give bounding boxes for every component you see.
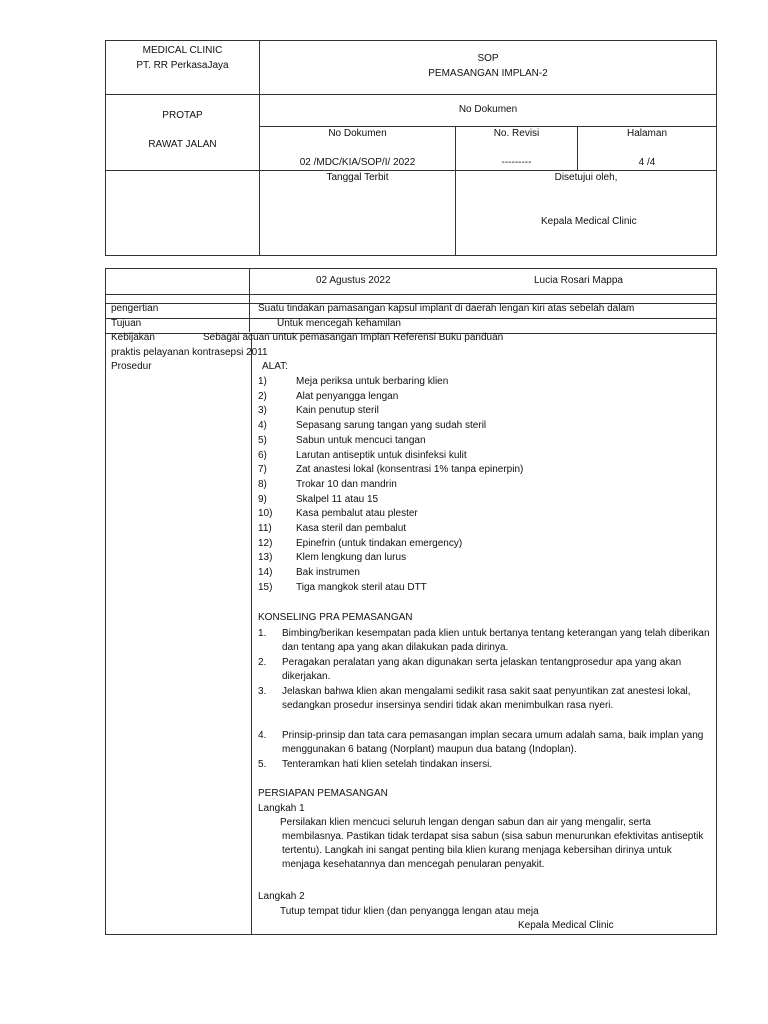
list-item-number: 2. — [258, 657, 267, 668]
clinic-name: MEDICAL CLINIC — [142, 45, 223, 56]
konseling-title: KONSELING PRA PEMASANGAN — [258, 612, 413, 623]
list-item: Bimbing/berikan kesempatan pada klien untuk bertanya tentang keterangan yang telah diberikan dan tentang apa yang akan dilakukan pada dirinya. — [282, 628, 710, 653]
tujuan-label: Tujuan — [111, 318, 142, 329]
disetujui-oleh-label: Disetujui oleh, — [554, 172, 618, 183]
kebijakan-text-line2: praktis pelayanan kontrasepsi 2011 — [111, 347, 268, 358]
col-halaman: Halaman — [626, 128, 668, 139]
list-item: Jelaskan bahwa klien akan mengalami sedikit rasa sakit saat penyuntikan zat anestesi lokal, sedangkan prosedur insersinya sendiri tidak akan menimbulkan rasa nyeri. — [282, 686, 691, 711]
langkah1-title: Langkah 1 — [258, 803, 305, 814]
pengertian-text: Suatu tindakan pamasangan kapsul implant di daerah lengan kiri atas sebelah dalam — [258, 303, 635, 314]
persiapan-title: PERSIAPAN PEMASANGAN — [258, 788, 388, 799]
langkah2-text: Tutup tempat tidur klien (dan penyangga lengan atau meja — [280, 906, 539, 917]
alat-title: ALAT: — [262, 361, 288, 372]
kepala-clinic-label: Kepala Medical Clinic — [541, 216, 637, 227]
value-no-dokumen: 02 /MDC/KIA/SOP/I/ 2022 — [299, 157, 416, 168]
langkah2-title: Langkah 2 — [258, 891, 305, 902]
rawat-jalan-label: RAWAT JALAN — [148, 139, 217, 150]
list-item: Peragakan peralatan yang akan digunakan serta jelaskan tentangprosedur apa yang akan dikerjakan. — [282, 657, 682, 682]
list-item: Tenteramkan hati klien setelah tindakan insersi. — [282, 759, 493, 770]
col-no-dokumen: No Dokumen — [328, 128, 387, 139]
kebijakan-label: Kebijakan — [111, 332, 155, 343]
sop-title: PEMASANGAN IMPLAN-2 — [428, 68, 548, 79]
pengertian-label: pengertian — [111, 303, 159, 314]
no-dokumen-heading: No Dokumen — [458, 104, 518, 115]
list-item-number: 3. — [258, 686, 267, 697]
list-item: Prinsip-prinsip dan tata cara pemasangan implan secara umum adalah sama, baik implan yang menggunakan 6 batang (Norplant) maupun dua batang (Indoplan). — [282, 730, 704, 755]
col-no-revisi: No. Revisi — [493, 128, 540, 139]
tujuan-text: Untuk mencegah kehamilan — [277, 318, 401, 329]
tanggal-terbit-label: Tanggal Terbit — [326, 172, 389, 183]
langkah1-text: Persilakan klien mencuci seluruh lengan dengan sabun dan air yang mengalir, serta membilasnya. Pastikan tidak terdapat sisa sabun (sisa sabun menurunkan efektivitas antiseptik tertentu). Langkah ini sangat penting bila klien kurang menjaga kebersihan dirinya untuk menjaga kesehatannya dan mencegah penularan penyakit. — [280, 817, 704, 870]
list-item-number: 5. — [258, 759, 267, 770]
value-halaman: 4 /4 — [638, 157, 656, 168]
protap-label: PROTAP — [162, 110, 203, 121]
tanggal-terbit-value: 02 Agustus 2022 — [316, 275, 391, 286]
prosedur-label: Prosedur — [111, 361, 152, 372]
kebijakan-text-line1: Sebagai acuan untuk pemasangan Implan Referensi Buku panduan — [203, 332, 504, 343]
value-no-revisi: --------- — [501, 157, 532, 168]
list-item-number: 1. — [258, 628, 267, 639]
company-name: PT. RR PerkasaJaya — [136, 60, 229, 71]
sop-label: SOP — [477, 53, 499, 64]
penyetuju-name: Lucia Rosari Mappa — [534, 275, 623, 286]
list-item-number: 4. — [258, 730, 267, 741]
footer-kepala-label: Kepala Medical Clinic — [518, 920, 614, 931]
